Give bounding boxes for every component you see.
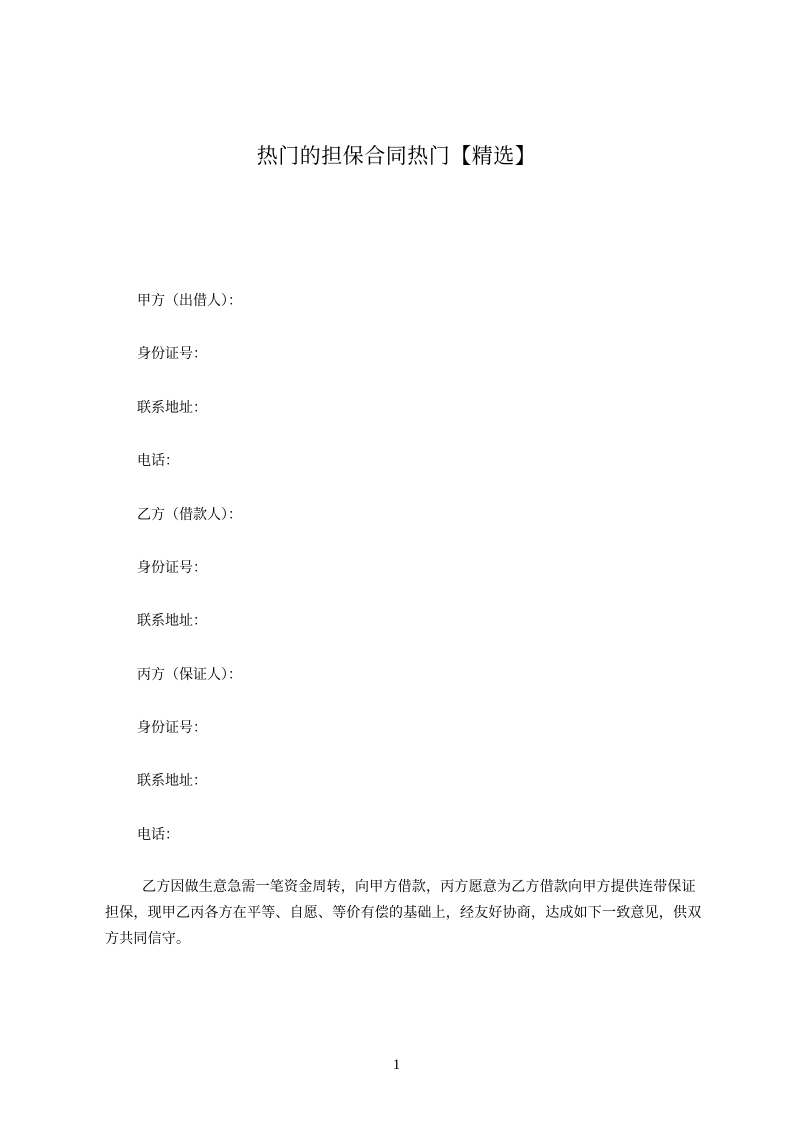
page-number: 1 [392, 1057, 401, 1073]
document-title: 热门的担保合同热门【精选】 [256, 144, 537, 168]
borrower-address-label: 联系地址： [137, 613, 207, 629]
lender-phone-label: 电话： [137, 453, 179, 469]
guarantor-id-number-label: 身份证号： [137, 720, 207, 736]
lender-address-label: 联系地址： [137, 400, 207, 416]
guarantor-party-label: 丙方（保证人）： [137, 667, 242, 683]
borrower-id-number-label: 身份证号： [137, 560, 207, 576]
agreement-intro-paragraph: 乙方因做生意急需一笔资金周转，向甲方借款，丙方愿意为乙方借款向甲方提供连带保证担保，现甲乙丙各方在平等、自愿、等价有偿的基础上，经友好协商，达成如下一致意见，供双方共同信守。 [105, 879, 702, 947]
lender-party-label: 甲方（出借人）： [137, 293, 242, 309]
guarantor-address-label: 联系地址： [137, 773, 207, 789]
lender-id-number-label: 身份证号： [137, 346, 207, 362]
borrower-party-label: 乙方（借款人）： [137, 507, 242, 523]
guarantor-phone-label: 电话： [137, 827, 179, 843]
